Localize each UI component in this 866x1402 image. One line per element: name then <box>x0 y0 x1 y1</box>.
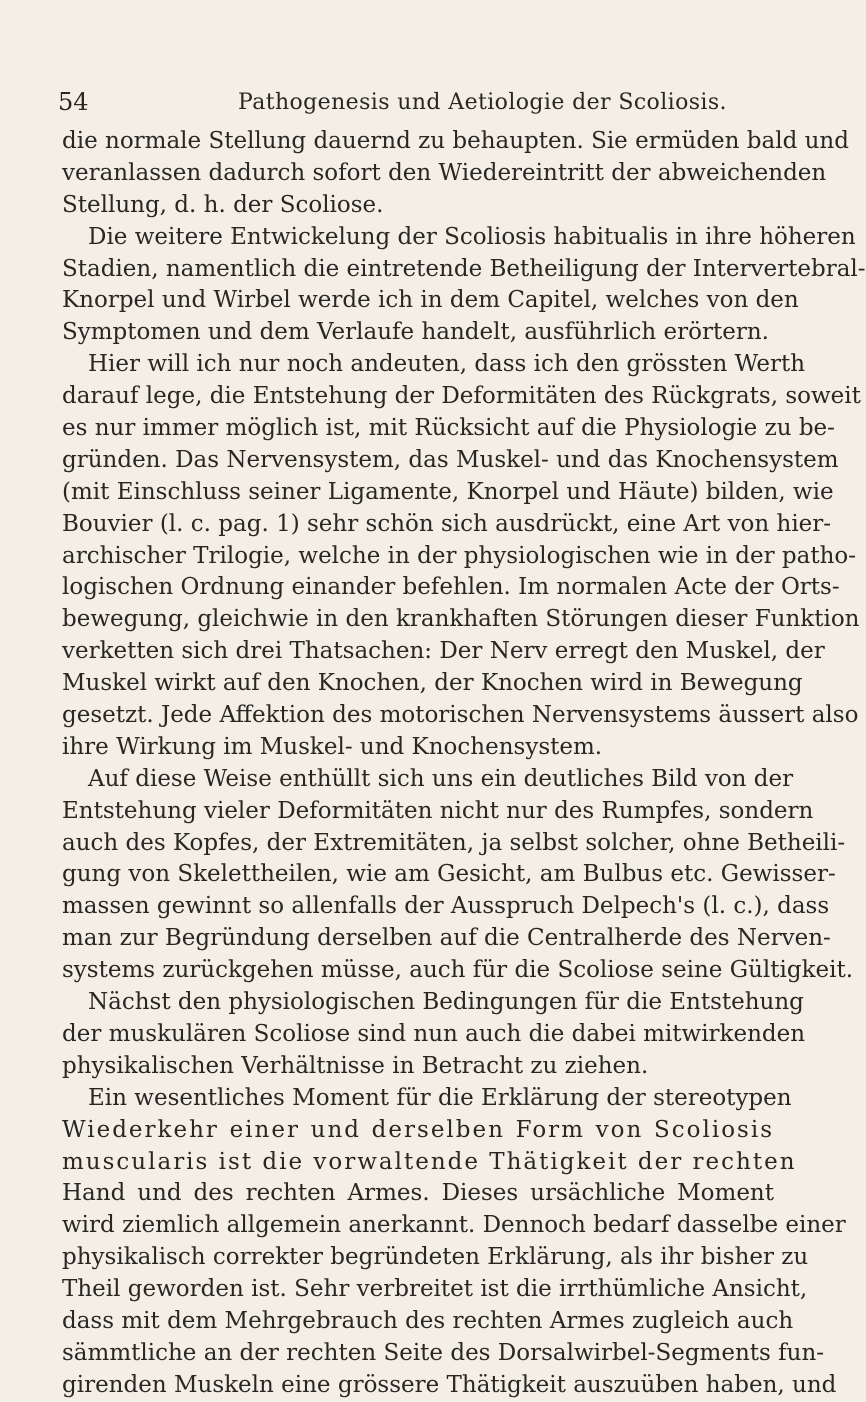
text-line: Hier will ich nur noch andeuten, dass ich den grössten Werth <box>88 351 806 378</box>
text-line: die normale Stellung dauernd zu behaupten. Sie ermüden bald und <box>62 128 849 154</box>
text-line: archischer Trilogie, welche in der physiologischen wie in der patho- <box>62 542 857 569</box>
page-number: 54 <box>58 88 89 116</box>
text-line: muscularis ist die vorwaltende Thätigkeit der rechten <box>62 1148 797 1175</box>
text-line: logischen Ordnung einander befehlen. Im normalen Acte der Orts- <box>62 574 840 601</box>
text-line: Die weitere Entwickelung der Scoliosis habitualis in ihre höheren <box>88 223 856 250</box>
text-line: der muskulären Scoliose sind nun auch die dabei mitwirkenden <box>62 1020 806 1047</box>
text-line: Nächst den physiologischen Bedingungen für die Entstehung <box>88 989 804 1016</box>
body-text <box>62 126 866 1402</box>
text-line: Auf diese Weise enthüllt sich uns ein deutliches Bild von der <box>88 765 794 792</box>
text-line: girenden Muskeln eine grössere Thätigkeit auszuüben haben, und <box>62 1371 837 1398</box>
text-line: Muskel wirkt auf den Knochen, der Knochen wird in Bewegung <box>62 670 803 697</box>
text-line: es nur immer möglich ist, mit Rücksicht auf die Physiologie zu be- <box>62 415 835 442</box>
running-title: Pathogenesis und Aetiologie der Scoliosis. <box>238 89 727 115</box>
text-line: (mit Einschluss seiner Ligamente, Knorpel und Häute) bilden, wie <box>62 478 834 505</box>
text-line: darauf lege, die Entstehung der Deformitäten des Rückgrats, soweit <box>62 383 861 410</box>
text-line: Stellung, d. h. der Scoliose. <box>62 191 384 218</box>
text-line: Wiederkehr einer und derselben Form von Scoliosis <box>62 1116 774 1143</box>
text-line: physikalischen Verhältnisse in Betracht zu ziehen. <box>62 1052 649 1079</box>
text-line: man zur Begründung derselben auf die Centralherde des Nerven- <box>62 925 831 952</box>
text-line: verketten sich drei Thatsachen: Der Nerv erregt den Muskel, der <box>62 638 825 665</box>
text-line: Ein wesentliches Moment für die Erklärung der stereotypen <box>88 1084 792 1111</box>
text-line: Symptomen und dem Verlaufe handelt, ausführlich erörtern. <box>62 319 769 346</box>
text-line: gesetzt. Jede Affektion des motorischen Nervensystems äussert also <box>62 702 859 729</box>
text-line: gung von Skelettheilen, wie am Gesicht, am Bulbus etc. Gewisser- <box>62 861 836 888</box>
text-line: Knorpel und Wirbel werde ich in dem Capitel, welches von den <box>62 287 799 314</box>
text-line: sämmtliche an der rechten Seite des Dorsalwirbel-Segments fun- <box>62 1339 825 1366</box>
text-line: wird ziemlich allgemein anerkannt. Dennoch bedarf dasselbe einer <box>62 1212 846 1239</box>
text-line: Hand und des rechten Armes. Dieses ursächliche Moment <box>62 1180 774 1207</box>
text-line: Theil geworden ist. Sehr verbreitet ist die irrthümliche Ansicht, <box>62 1276 808 1303</box>
text-line: systems zurückgehen müsse, auch für die Scoliose seine Gültigkeit. <box>62 957 854 984</box>
text-line: dass mit dem Mehrgebrauch des rechten Armes zugleich auch <box>62 1307 794 1334</box>
text-line: auch des Kopfes, der Extremitäten, ja selbst solcher, ohne Betheili- <box>62 829 846 856</box>
text-line: Stadien, namentlich die eintretende Betheiligung der Intervertebral- <box>62 255 866 282</box>
text-line: veranlassen dadurch sofort den Wiedereintritt der abweichenden <box>62 159 827 186</box>
text-line: Entstehung vieler Deformitäten nicht nur des Rumpfes, sondern <box>62 797 814 824</box>
text-line: Bouvier (l. c. pag. 1) sehr schön sich ausdrückt, eine Art von hier- <box>62 510 832 537</box>
text-line: physikalisch correkter begründeten Erklärung, als ihr bisher zu <box>62 1244 809 1271</box>
text-line: ihre Wirkung im Muskel- und Knochensystem. <box>62 733 603 760</box>
text-line: massen gewinnt so allenfalls der Ausspruch Delpech's (l. c.), dass <box>62 893 830 920</box>
page-header <box>58 84 773 120</box>
text-line: gründen. Das Nervensystem, das Muskel- und das Knochensystem <box>62 446 839 473</box>
text-line: bewegung, gleichwie in den krankhaften Störungen dieser Funktion <box>62 606 860 633</box>
